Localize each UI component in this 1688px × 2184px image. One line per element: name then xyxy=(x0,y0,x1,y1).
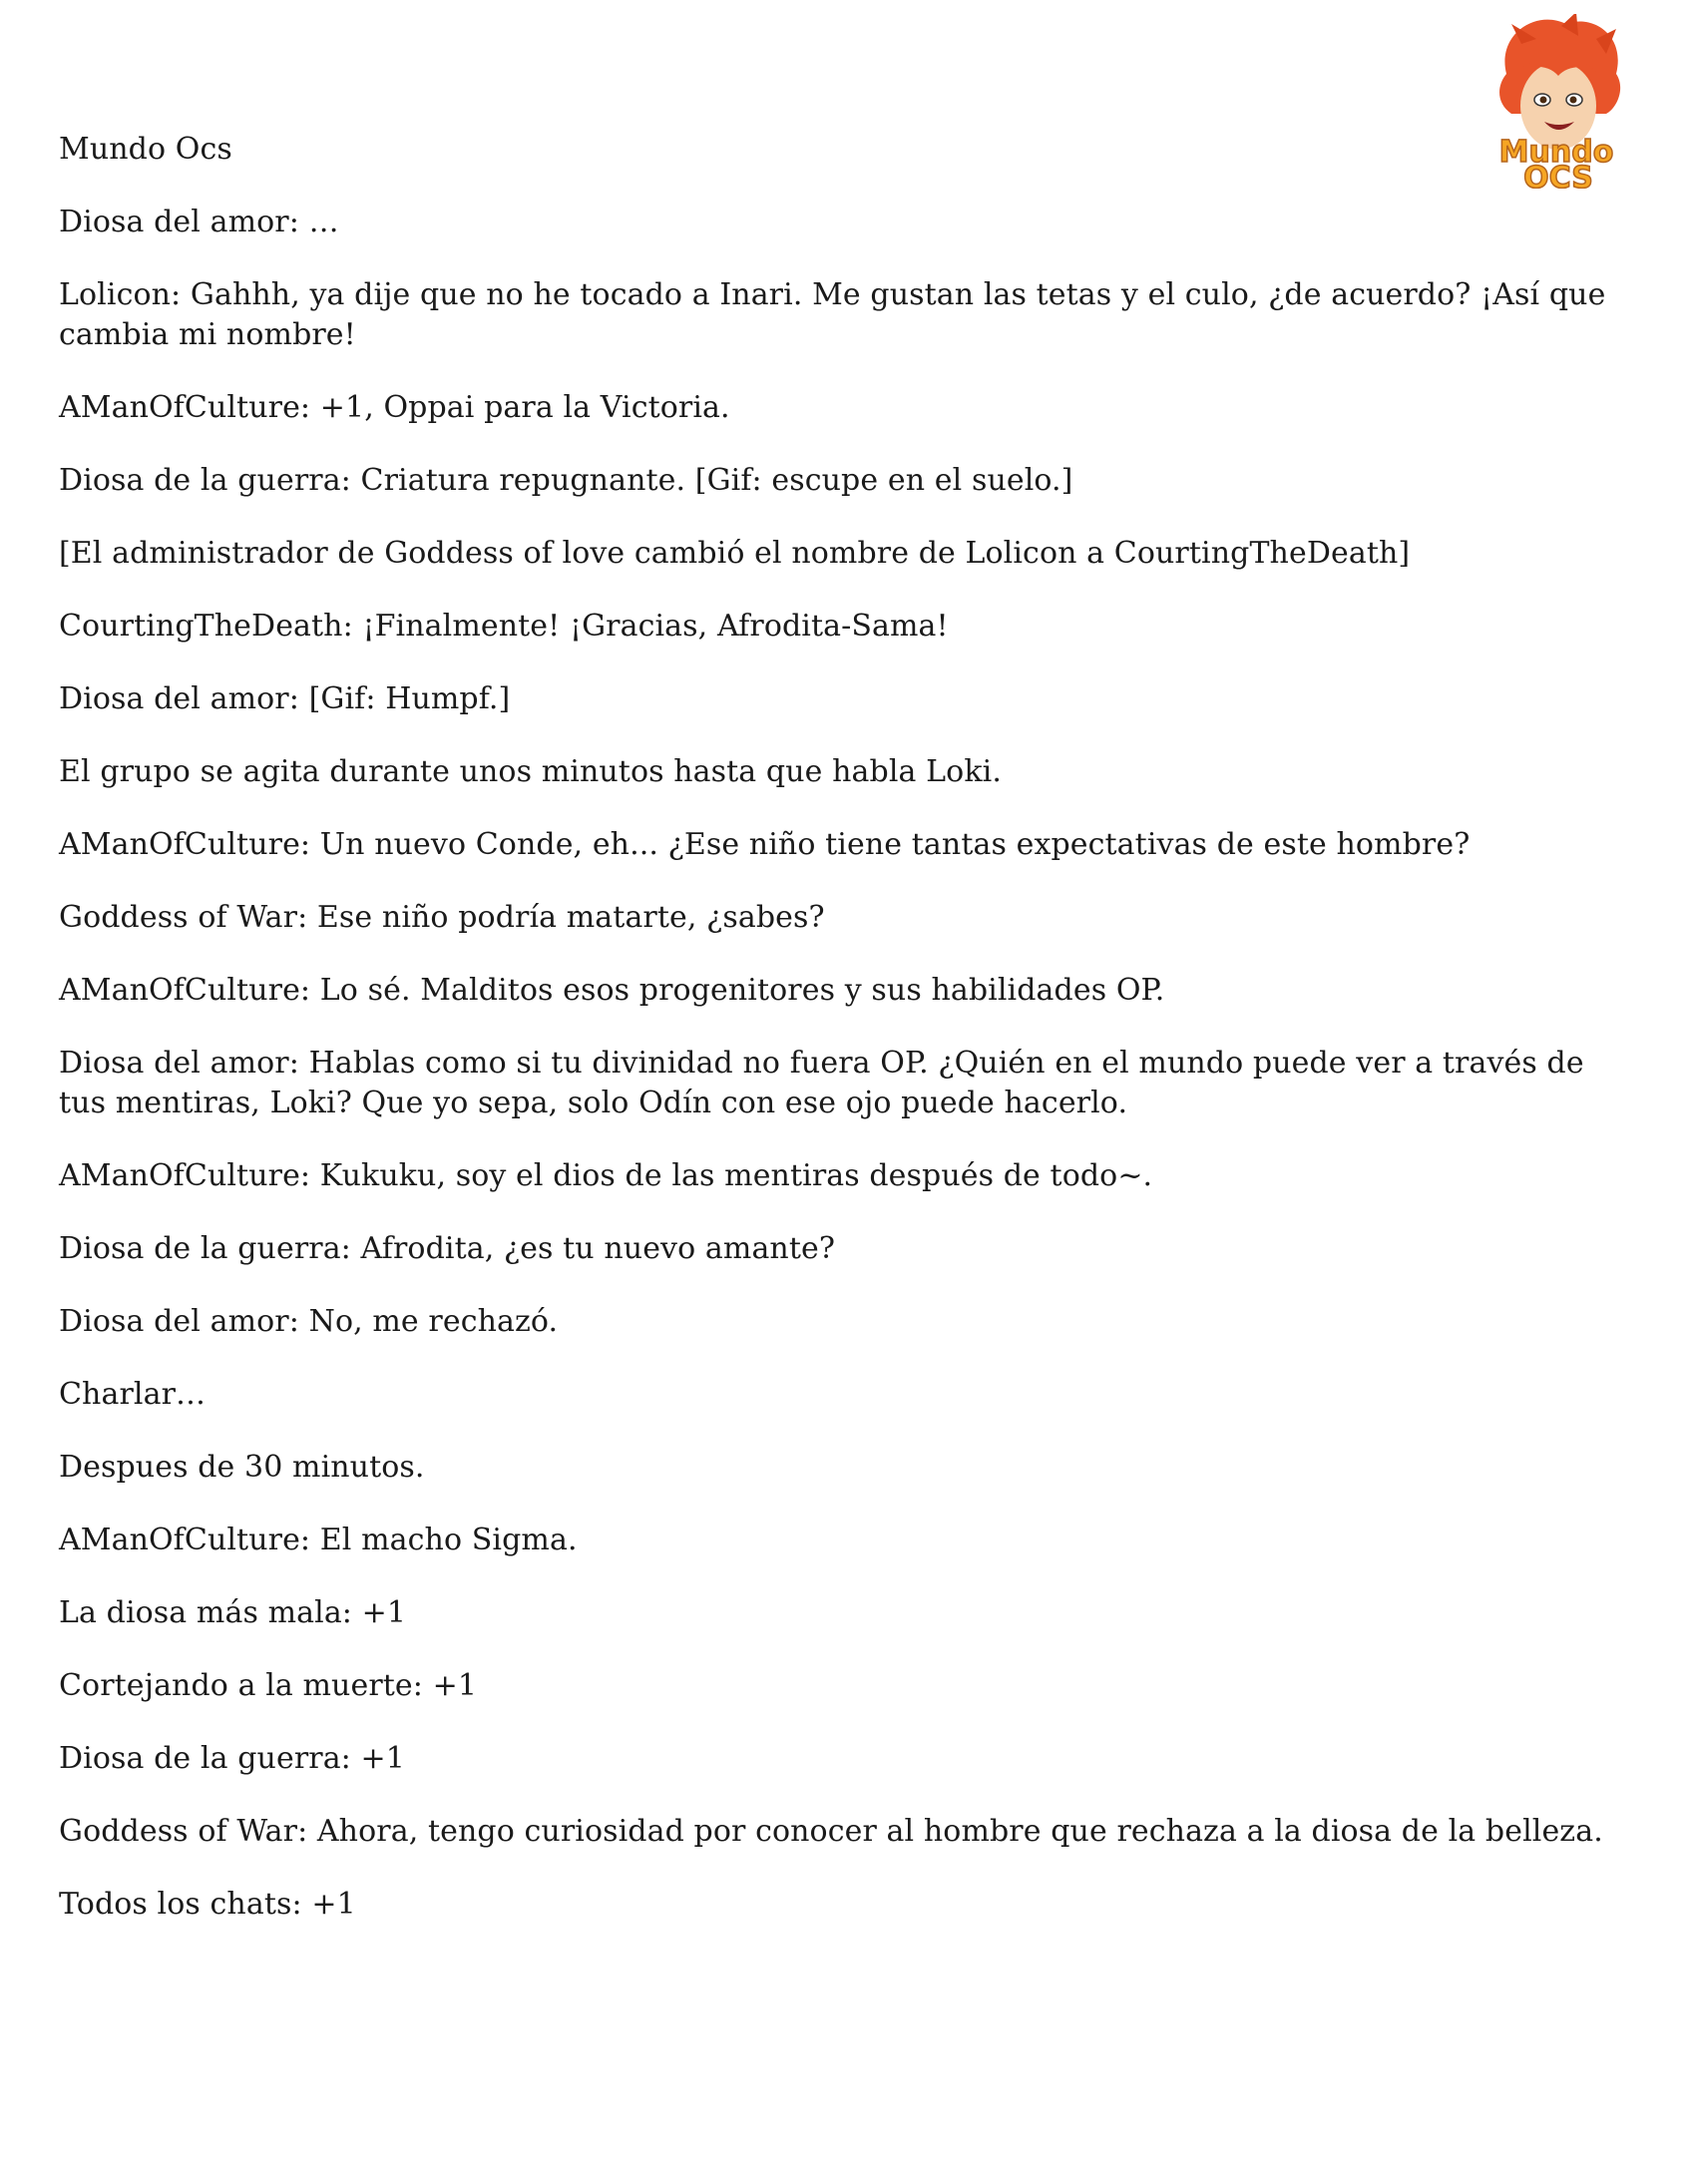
narration-line: Despues de 30 minutos. xyxy=(59,1450,425,1485)
chat-line: Goddess of War: Ahora, tengo curiosidad por conocer al hombre que rechaza a la diosa de la belleza. xyxy=(59,1814,1603,1849)
chat-line: Goddess of War: Ese niño podría matarte, ¿sabes? xyxy=(59,900,825,935)
chat-line: Diosa del amor: [Gif: Humpf.] xyxy=(59,681,511,716)
chat-line: AManOfCulture: Kukuku, soy el dios de las mentiras después de todo~. xyxy=(59,1158,1153,1193)
narration-line: El grupo se agita durante unos minutos hasta que habla Loki. xyxy=(59,754,1002,789)
document-title: Mundo Ocs xyxy=(59,132,232,167)
chat-transcript xyxy=(59,130,1615,1958)
svg-text:OCS: OCS xyxy=(1523,161,1593,189)
chat-line: Diosa del amor: … xyxy=(59,205,339,239)
chat-line: Diosa de la guerra: +1 xyxy=(59,1741,405,1776)
chat-line: AManOfCulture: Lo sé. Malditos esos progenitores y sus habilidades OP. xyxy=(59,973,1165,1008)
chat-line: Diosa de la guerra: Criatura repugnante. [Gif: escupe en el suelo.] xyxy=(59,463,1073,498)
narration-line: Charlar… xyxy=(59,1377,207,1412)
chat-line: Lolicon: Gahhh, ya dije que no he tocado a Inari. Me gustan las tetas y el culo, ¿de acuerdo? ¡Así que cambia mi nombre! xyxy=(59,277,1606,352)
chat-line: Diosa de la guerra: Afrodita, ¿es tu nuevo amante? xyxy=(59,1231,836,1266)
svg-text:Mundo: Mundo xyxy=(1498,135,1614,170)
chat-line: AManOfCulture: +1, Oppai para la Victoria. xyxy=(59,390,730,425)
chat-line: Cortejando a la muerte: +1 xyxy=(59,1668,478,1703)
chat-line: Diosa del amor: No, me rechazó. xyxy=(59,1304,559,1339)
chat-line: CourtingTheDeath: ¡Finalmente! ¡Gracias, Afrodita-Sama! xyxy=(59,609,949,644)
chat-line: AManOfCulture: El macho Sigma. xyxy=(59,1523,578,1557)
chat-line: Diosa del amor: Hablas como si tu divinidad no fuera OP. ¿Quién en el mundo puede ver a través de tus mentiras, Loki? Que yo sepa, solo Odín con ese ojo puede hacerlo. xyxy=(59,1046,1584,1120)
chat-line: [El administrador de Goddess of love cambió el nombre de Lolicon a CourtingTheDeath] xyxy=(59,536,1411,571)
chat-line: La diosa más mala: +1 xyxy=(59,1595,407,1630)
chat-line: Todos los chats: +1 xyxy=(59,1887,356,1922)
chat-line: AManOfCulture: Un nuevo Conde, eh... ¿Ese niño tiene tantas expectativas de este hombre? xyxy=(59,827,1471,862)
